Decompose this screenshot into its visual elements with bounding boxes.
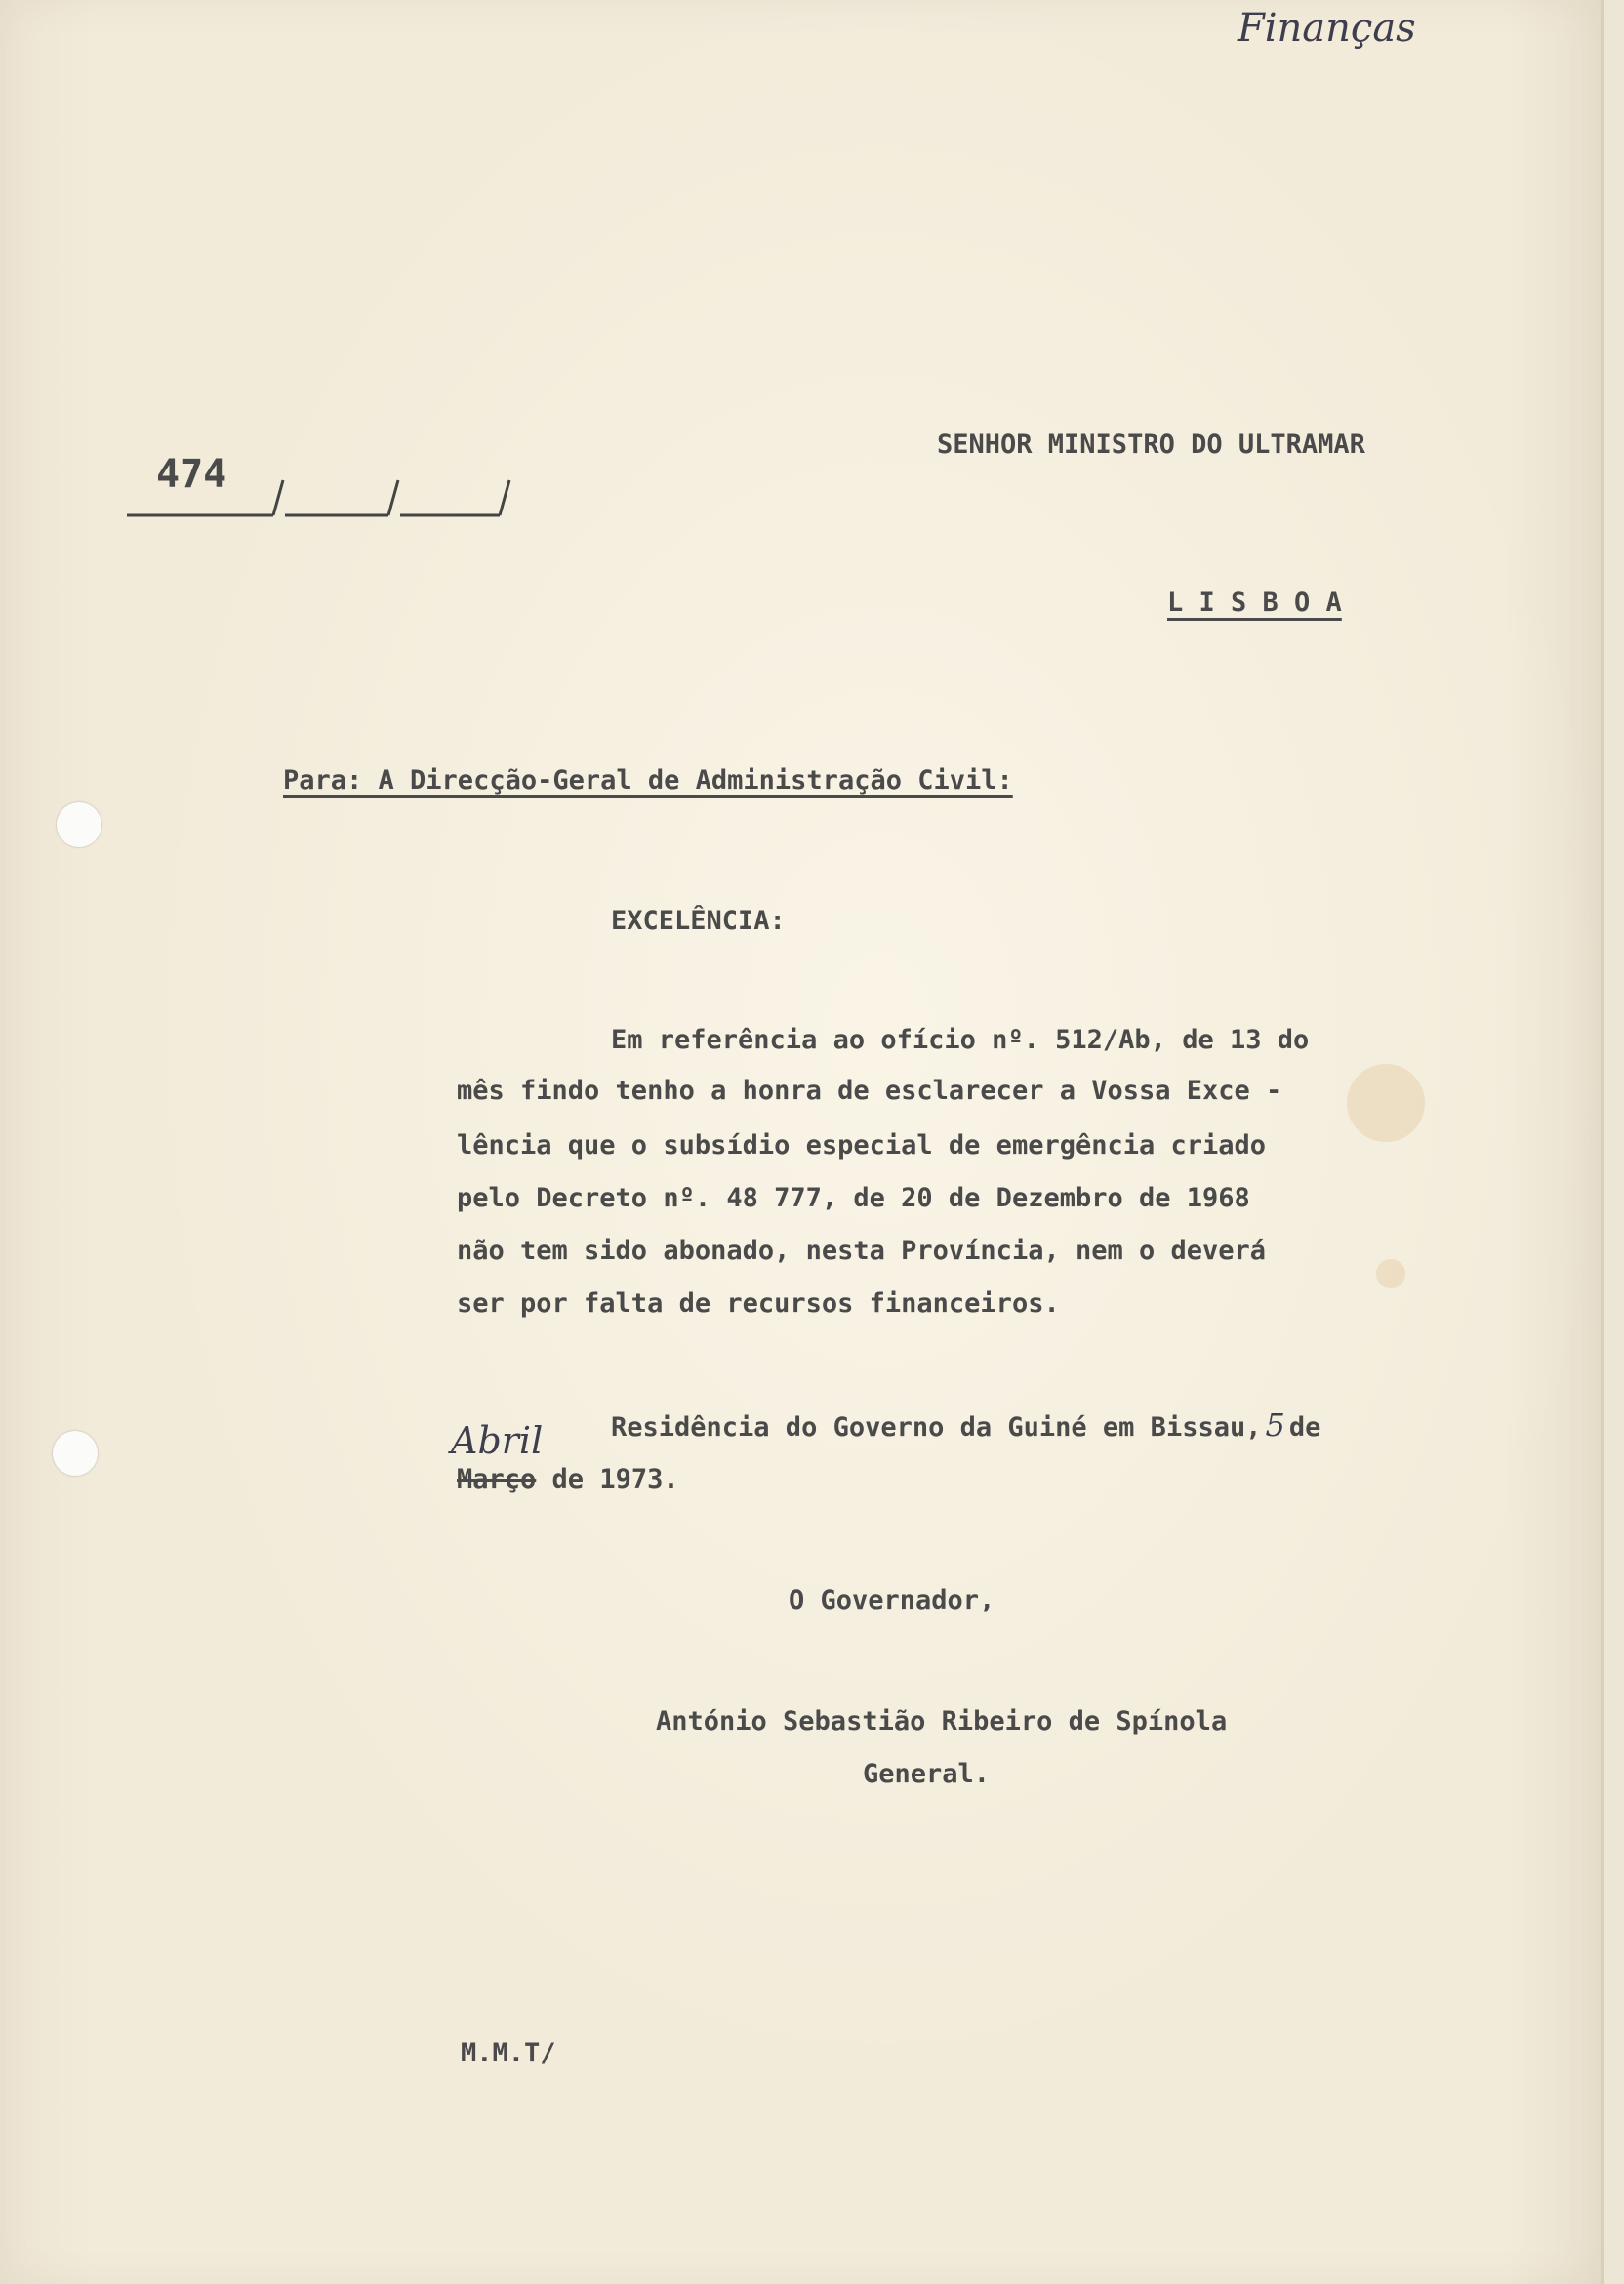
reference-number: 474: [156, 452, 227, 497]
paper-stain: [1376, 1259, 1405, 1288]
salutation: EXCELÊNCIA:: [611, 906, 786, 936]
city-line: L I S B O A: [1167, 588, 1342, 618]
punch-hole-top: [57, 802, 102, 847]
struck-month: Março: [457, 1464, 537, 1494]
body-line: ser por falta de recursos financeiros.: [457, 1288, 1060, 1319]
closing-day-de: de: [1288, 1412, 1321, 1443]
handwritten-month: Abril: [451, 1419, 544, 1462]
addressee-line: Para: A Direcção-Geral de Administração Civil:: [283, 765, 1013, 795]
body-line: mês findo tenho a honra de esclarecer a Vossa Exce -: [457, 1076, 1282, 1106]
body-line: lência que o subsídio especial de emergência criado: [457, 1130, 1267, 1161]
recipient-line: SENHOR MINISTRO DO ULTRAMAR: [937, 429, 1365, 460]
body-line: Em referência ao ofício nº. 512/Ab, de 13 do: [611, 1025, 1310, 1055]
closing-place-line: [611, 1407, 1321, 1444]
closing-year: de 1973.: [551, 1464, 679, 1494]
typist-initials: M.M.T/: [461, 2038, 556, 2068]
signature-title: O Governador,: [789, 1585, 995, 1615]
body-line: pelo Decreto nº. 48 777, de 20 de Dezembro de 1968: [457, 1183, 1250, 1213]
closing-place-text: Residência do Governo da Guiné em Bissau,: [611, 1412, 1262, 1443]
paper-stain: [1347, 1064, 1425, 1142]
punch-hole-bottom: [53, 1431, 98, 1476]
signature-name: António Sebastião Ribeiro de Spínola: [656, 1706, 1228, 1736]
body-line: não tem sido abonado, nesta Província, nem o deverá: [457, 1236, 1267, 1266]
closing-date-line: [457, 1466, 679, 1492]
reference-slash-lines: [127, 476, 517, 535]
closing-day-handwritten: 5: [1265, 1407, 1285, 1444]
signature-rank: General.: [863, 1759, 991, 1789]
handwritten-note: Finanças: [1238, 6, 1416, 51]
